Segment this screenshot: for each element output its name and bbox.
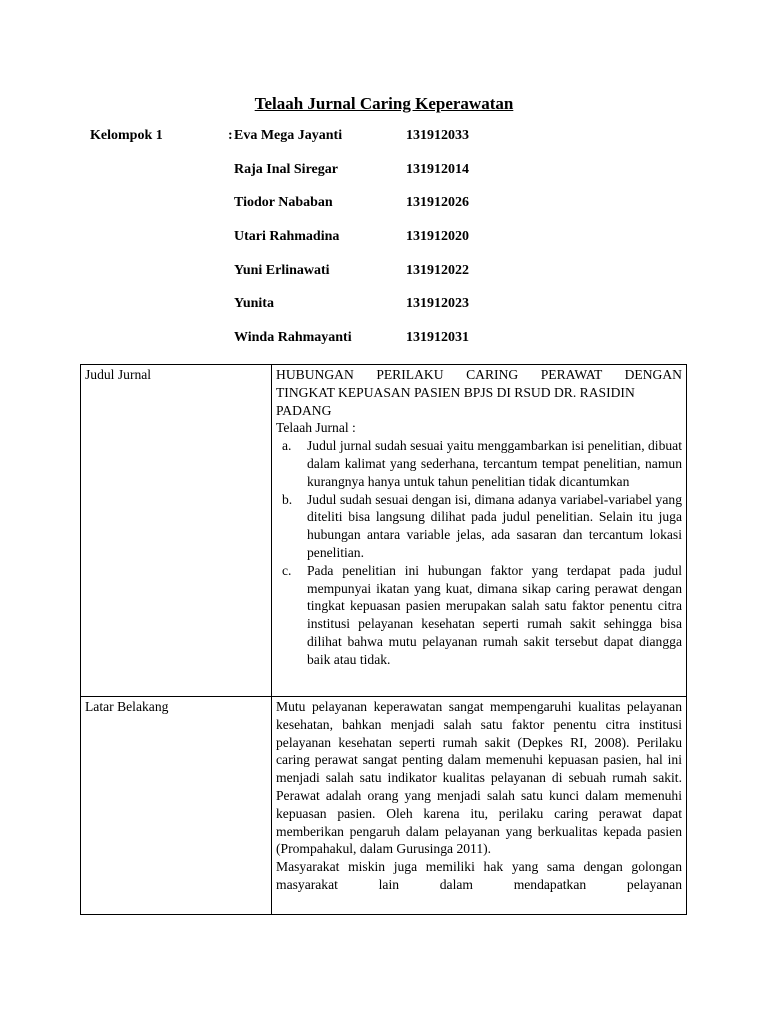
group-row — [90, 229, 690, 263]
member-nim: 131912026 — [406, 195, 469, 211]
list-item-text: Judul jurnal sudah sesuai yaitu menggambarkan isi penelitian, dibuat dalam kalimat yang sederhana, tercantum tempat penelitian, namun kurangnya hanya untuk tahun penelitian tidak dicantumkan — [307, 438, 682, 489]
group-row — [90, 128, 690, 162]
list-marker: b. — [282, 491, 293, 507]
list-item — [276, 437, 682, 490]
member-nim: 131912031 — [406, 330, 469, 346]
list-marker: a. — [282, 438, 292, 454]
background-paragraph: Mutu pelayanan keperawatan sangat mempengaruhi kualitas pelayanan kesehatan, bahkan menjadi salah satu faktor penentu citra institusi pelayanan kesehatan seperti rumah sakit (Depkes RI, 2008). Perilaku caring perawat sangat penting dalam memenuhi kepuasan pasien, hal ini menjadi salah satu indikator kualitas pelayanan di sebuah rumah sakit. Perawat adalah orang yang menjadi salah satu kunci dalam memenuhi kepuasan pasien. Oleh karena itu, perilaku caring perawat dapat memberikan pengaruh dalam pelayanan yang berkualitas kepada pasien (Prompahakul, dalam Gurusinga 2011). — [276, 699, 682, 857]
member-nim: 131912022 — [406, 262, 469, 278]
group-member-list — [90, 128, 690, 364]
list-item-text: Pada penelitian ini hubungan faktor yang terdapat pada judul mempunyai ikatan yang kuat, dimana sikap caring perawat dengan tingkat kepuasan pasien merupakan salah satu faktor penentu citra institusi pelayanan kesehatan seperti rumah sakit sehingga bisa dilihat bahwa mutu pelayanan rumah sakit tersebut dapat diangga baik atau tidak. — [307, 562, 682, 667]
list-marker: c. — [282, 562, 292, 578]
group-row — [90, 330, 690, 364]
member-nim: 131912020 — [406, 229, 469, 245]
member-name: Raja Inal Siregar — [234, 161, 338, 177]
member-name: Utari Rahmadina — [234, 229, 340, 245]
journal-title-line: PADANG — [276, 402, 332, 418]
member-name: Yunita — [234, 296, 274, 312]
group-row — [90, 296, 690, 330]
group-row — [90, 162, 690, 196]
list-item — [276, 491, 682, 562]
list-item — [276, 562, 682, 669]
table-row-latar-belakang — [81, 697, 687, 915]
journal-title-line: HUBUNGAN PERILAKU CARING PERAWAT DENGAN — [276, 367, 682, 382]
group-row — [90, 195, 690, 229]
row-label: Latar Belakang — [81, 697, 272, 915]
review-subheading: Telaah Jurnal : — [276, 420, 356, 436]
row-label: Judul Jurnal — [81, 365, 272, 697]
row-content — [272, 365, 687, 697]
member-name: Yuni Erlinawati — [234, 262, 330, 278]
background-paragraph: Masyarakat miskin juga memiliki hak yang sama dengan golongan masyarakat lain dalam mendapatkan pelayanan — [276, 859, 682, 892]
member-nim: 131912023 — [406, 296, 469, 312]
member-nim: 131912033 — [406, 128, 469, 143]
member-name: Tiodor Nababan — [234, 195, 333, 211]
member-name: Eva Mega Jayanti — [234, 128, 343, 143]
group-row — [90, 263, 690, 297]
journal-review-table — [80, 364, 687, 915]
member-name: Winda Rahmayanti — [234, 330, 352, 346]
review-points-list — [276, 437, 682, 668]
journal-title-line: TINGKAT KEPUASAN PASIEN BPJS DI RSUD DR. RASIDIN — [276, 384, 635, 400]
table-row-judul-jurnal — [81, 365, 687, 697]
row-content — [272, 697, 687, 915]
document-title: Telaah Jurnal Caring Keperawatan — [254, 94, 514, 113]
group-colon: : — [228, 128, 233, 143]
group-label: Kelompok 1 — [90, 128, 163, 143]
list-item-text: Judul sudah sesuai dengan isi, dimana adanya variabel-variabel yang diteliti bisa langsung dilihat pada judul penelitian. Selain itu juga hubungan antara variable jelas, ada sasaran dan tercantum lokasi penelitian. — [307, 491, 682, 560]
member-nim: 131912014 — [406, 161, 469, 177]
